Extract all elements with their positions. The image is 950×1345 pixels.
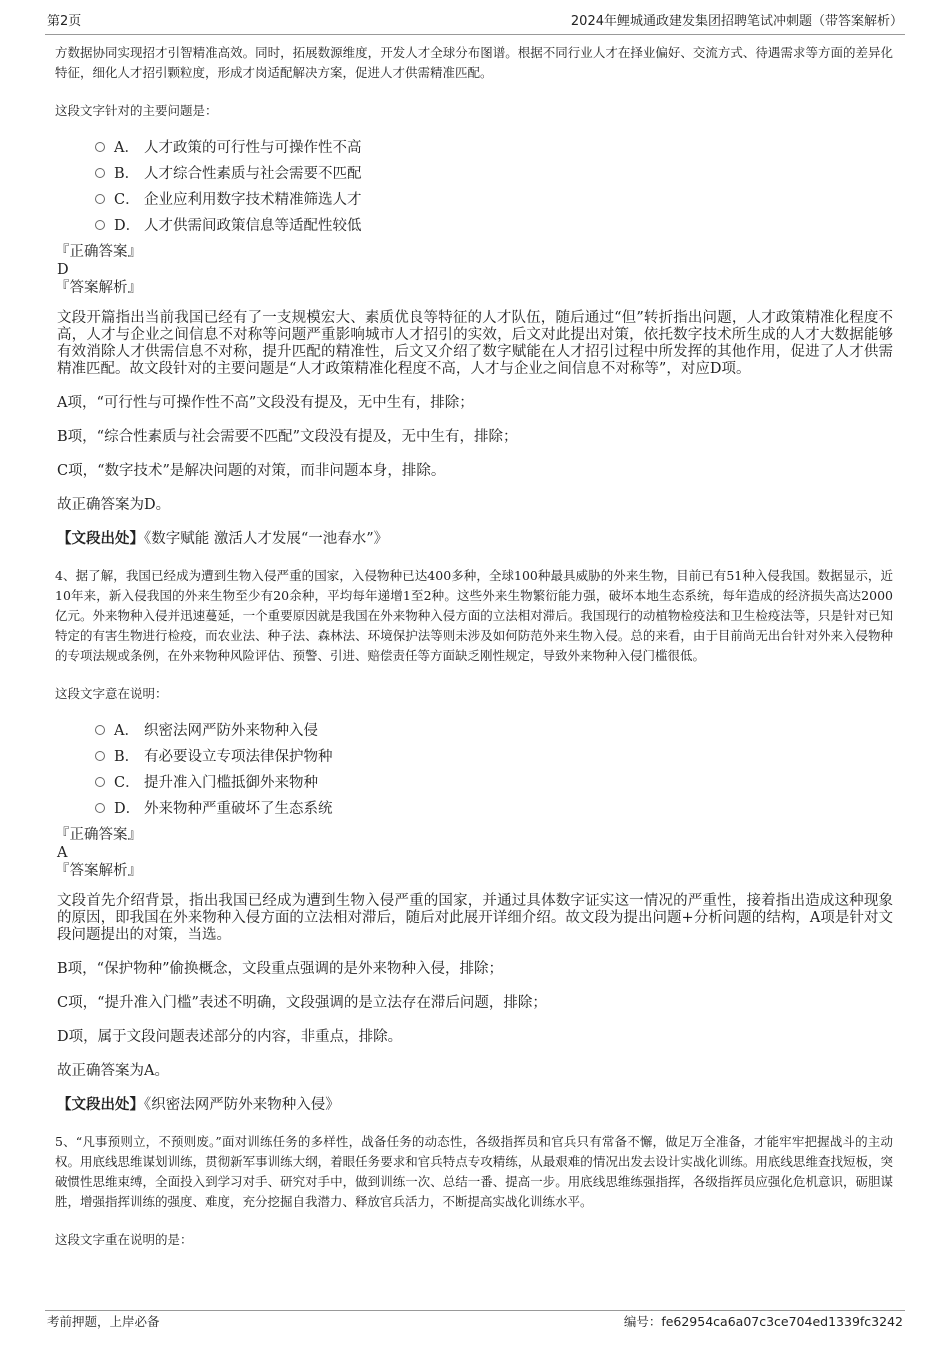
question-4-options bbox=[95, 718, 893, 822]
option-letter: B． bbox=[114, 166, 140, 182]
question-4-prompt: 这段文字意在说明： bbox=[55, 686, 168, 701]
document-title: 2024年鲤城通政建发集团招聘笔试冲刺题（带答案解析） bbox=[570, 14, 903, 29]
source-title: 《织密法网严防外来物种入侵》 bbox=[144, 1097, 340, 1113]
radio-icon[interactable] bbox=[95, 803, 105, 813]
source-line bbox=[57, 530, 893, 548]
analysis-text: 文段开篇指出当前我国已经有了一支规模宏大、素质优良等特征的人才队伍，随后通过“但”转折指出问题，人才政策精准化程度不高，人才与企业之间信息不对称等问题严重影响城市人才招引的实效，后文对此提出对策，依托数字技术所生成的人才大数据能够有效消除人才供需信息不对称，提升匹配的精准性，后文又介绍了数字赋能在人才招引过程中所发挥的其他作用，促进了人才供需精准匹配。故文段针对的主要问题是“人才政策精准化程度不高，人才与企业之间信息不对称等”，对应D项。 bbox=[57, 310, 893, 377]
analysis-paragraph: D项，属于文段问题表述部分的内容，非重点，排除。 bbox=[57, 1029, 403, 1045]
footer-slogan: 考前押题，上岸必备 bbox=[47, 1314, 160, 1329]
option-letter: D． bbox=[114, 801, 141, 817]
option-letter: A． bbox=[114, 723, 139, 739]
analysis-label: 『答案解析』 bbox=[55, 863, 142, 879]
option-text: 人才综合性素质与社会需要不匹配 bbox=[144, 166, 362, 182]
question-3-options bbox=[95, 135, 893, 239]
option-c[interactable] bbox=[95, 770, 893, 796]
radio-icon[interactable] bbox=[95, 142, 105, 152]
option-letter: C． bbox=[114, 192, 140, 208]
radio-icon[interactable] bbox=[95, 220, 105, 230]
option-text: 人才供需间政策信息等适配性较低 bbox=[144, 218, 362, 234]
option-text: 人才政策的可行性与可操作性不高 bbox=[144, 140, 362, 156]
answer-label: 『正确答案』 bbox=[55, 244, 142, 260]
option-b[interactable] bbox=[95, 744, 893, 770]
option-d[interactable] bbox=[95, 796, 893, 822]
radio-icon[interactable] bbox=[95, 751, 105, 761]
analysis-paragraph: B项，“保护物种”偷换概念，文段重点强调的是外来物种入侵，排除； bbox=[57, 961, 503, 977]
analysis-paragraph: B项，“综合性素质与社会需要不匹配”文段没有提及，无中生有，排除； bbox=[57, 429, 518, 445]
radio-icon[interactable] bbox=[95, 777, 105, 787]
option-letter: A． bbox=[114, 140, 139, 156]
answer-label: 『正确答案』 bbox=[55, 827, 142, 843]
option-b[interactable] bbox=[95, 161, 893, 187]
question-5-prompt: 这段文字重在说明的是： bbox=[55, 1232, 193, 1247]
option-letter: B． bbox=[114, 749, 140, 765]
option-a[interactable] bbox=[95, 718, 893, 744]
option-text: 有必要设立专项法律保护物种 bbox=[144, 749, 333, 765]
option-c[interactable] bbox=[95, 187, 893, 213]
page-footer bbox=[45, 1310, 905, 1333]
question-3-text: 方数据协同实现招才引智精准高效。同时，拓展数源维度，开发人才全球分布图谱。根据不同行业人才在择业偏好、交流方式、待遇需求等方面的差异化特征，细化人才招引颗粒度，形成才岗适配解决方案，促进人才供需精准匹配。 bbox=[55, 45, 893, 80]
option-letter: C． bbox=[114, 775, 140, 791]
analysis-paragraph: A项，“可行性与可操作性不高”文段没有提及，无中生有，排除； bbox=[57, 395, 474, 411]
question-4-text: 4、据了解，我国已经成为遭到生物入侵严重的国家，入侵物种已达400多种，全球100种最具威胁的外来生物，目前已有51种入侵我国。数据显示，近10年来，新入侵我国的外来生物至少有20余种，平均每年递增1至2种。这些外来生物繁衍能力强，破坏本地生态系统，每年造成的经济损失高达2000亿元。外来物种入侵并迅速蔓延，一个重要原因就是我国在外来物种入侵方面的立法相对滞后。我国现行的动植物检疫法和卫生检疫法等，只是针对已知特定的有害生物进行检疫，而农业法、种子法、森林法、环境保护法等则未涉及如何防范外来生物入侵。总的来看，由于目前尚无出台针对外来入侵物种的专项法规或条例，在外来物种风险评估、预警、引进、赔偿责任等方面缺乏刚性规定，导致外来物种入侵门槛很低。 bbox=[55, 568, 893, 663]
document-id: 编号：fe62954ca6a07c3ce704ed1339fc3242 bbox=[623, 1314, 903, 1329]
analysis-paragraph: 故正确答案为A。 bbox=[57, 1063, 169, 1079]
source-title: 《数字赋能 激活人才发展“一池春水”》 bbox=[144, 531, 389, 547]
source-line bbox=[57, 1096, 893, 1114]
option-text: 外来物种严重破坏了生态系统 bbox=[144, 801, 333, 817]
option-letter: D． bbox=[114, 218, 141, 234]
radio-icon[interactable] bbox=[95, 168, 105, 178]
option-text: 企业应利用数字技术精准筛选人才 bbox=[144, 192, 362, 208]
page-number: 第2页 bbox=[47, 14, 82, 29]
page-content bbox=[55, 43, 893, 1250]
source-label: 【文段出处】 bbox=[57, 530, 144, 547]
answer-value: D bbox=[57, 262, 69, 278]
analysis-label: 『答案解析』 bbox=[55, 280, 142, 296]
question-3-prompt: 这段文字针对的主要问题是： bbox=[55, 103, 218, 118]
option-a[interactable] bbox=[95, 135, 893, 161]
source-label: 【文段出处】 bbox=[57, 1096, 144, 1113]
option-d[interactable] bbox=[95, 213, 893, 239]
analysis-paragraph: 故正确答案为D。 bbox=[57, 497, 171, 513]
option-text: 织密法网严防外来物种入侵 bbox=[144, 723, 318, 739]
answer-value: A bbox=[57, 845, 68, 861]
page-header bbox=[45, 10, 905, 35]
radio-icon[interactable] bbox=[95, 725, 105, 735]
analysis-text: 文段首先介绍背景，指出我国已经成为遭到生物入侵严重的国家，并通过具体数字证实这一情况的严重性，接着指出造成这种现象的原因，即我国在外来物种入侵方面的立法相对滞后，随后对此展开详细介绍。故文段为提出问题+分析问题的结构，A项是针对文段问题提出的对策，当选。 bbox=[57, 893, 893, 943]
radio-icon[interactable] bbox=[95, 194, 105, 204]
analysis-paragraph: C项，“数字技术”是解决问题的对策，而非问题本身，排除。 bbox=[57, 463, 446, 479]
analysis-paragraph: C项，“提升准入门槛”表述不明确，文段强调的是立法存在滞后问题，排除； bbox=[57, 995, 547, 1011]
question-5-text: 5、“凡事预则立，不预则废。”面对训练任务的多样性，战备任务的动态性，各级指挥员和官兵只有常备不懈，做足万全准备，才能牢牢把握战斗的主动权。用底线思维谋划训练，贯彻新军事训练大纲，着眼任务要求和官兵特点专攻精练，从最艰难的情况出发去设计实战化训练。用底线思维查找短板，突破惯性思维束缚，全面投入到学习对手、研究对手中，做到训练一次、总结一番、提高一步。用底线思维练强指挥，各级指挥员应强化危机意识，砺胆谋胜，增强指挥训练的强度、难度，充分挖掘自我潜力、释放官兵活力，不断提高实战化训练水平。 bbox=[55, 1134, 893, 1209]
option-text: 提升准入门槛抵御外来物种 bbox=[144, 775, 318, 791]
